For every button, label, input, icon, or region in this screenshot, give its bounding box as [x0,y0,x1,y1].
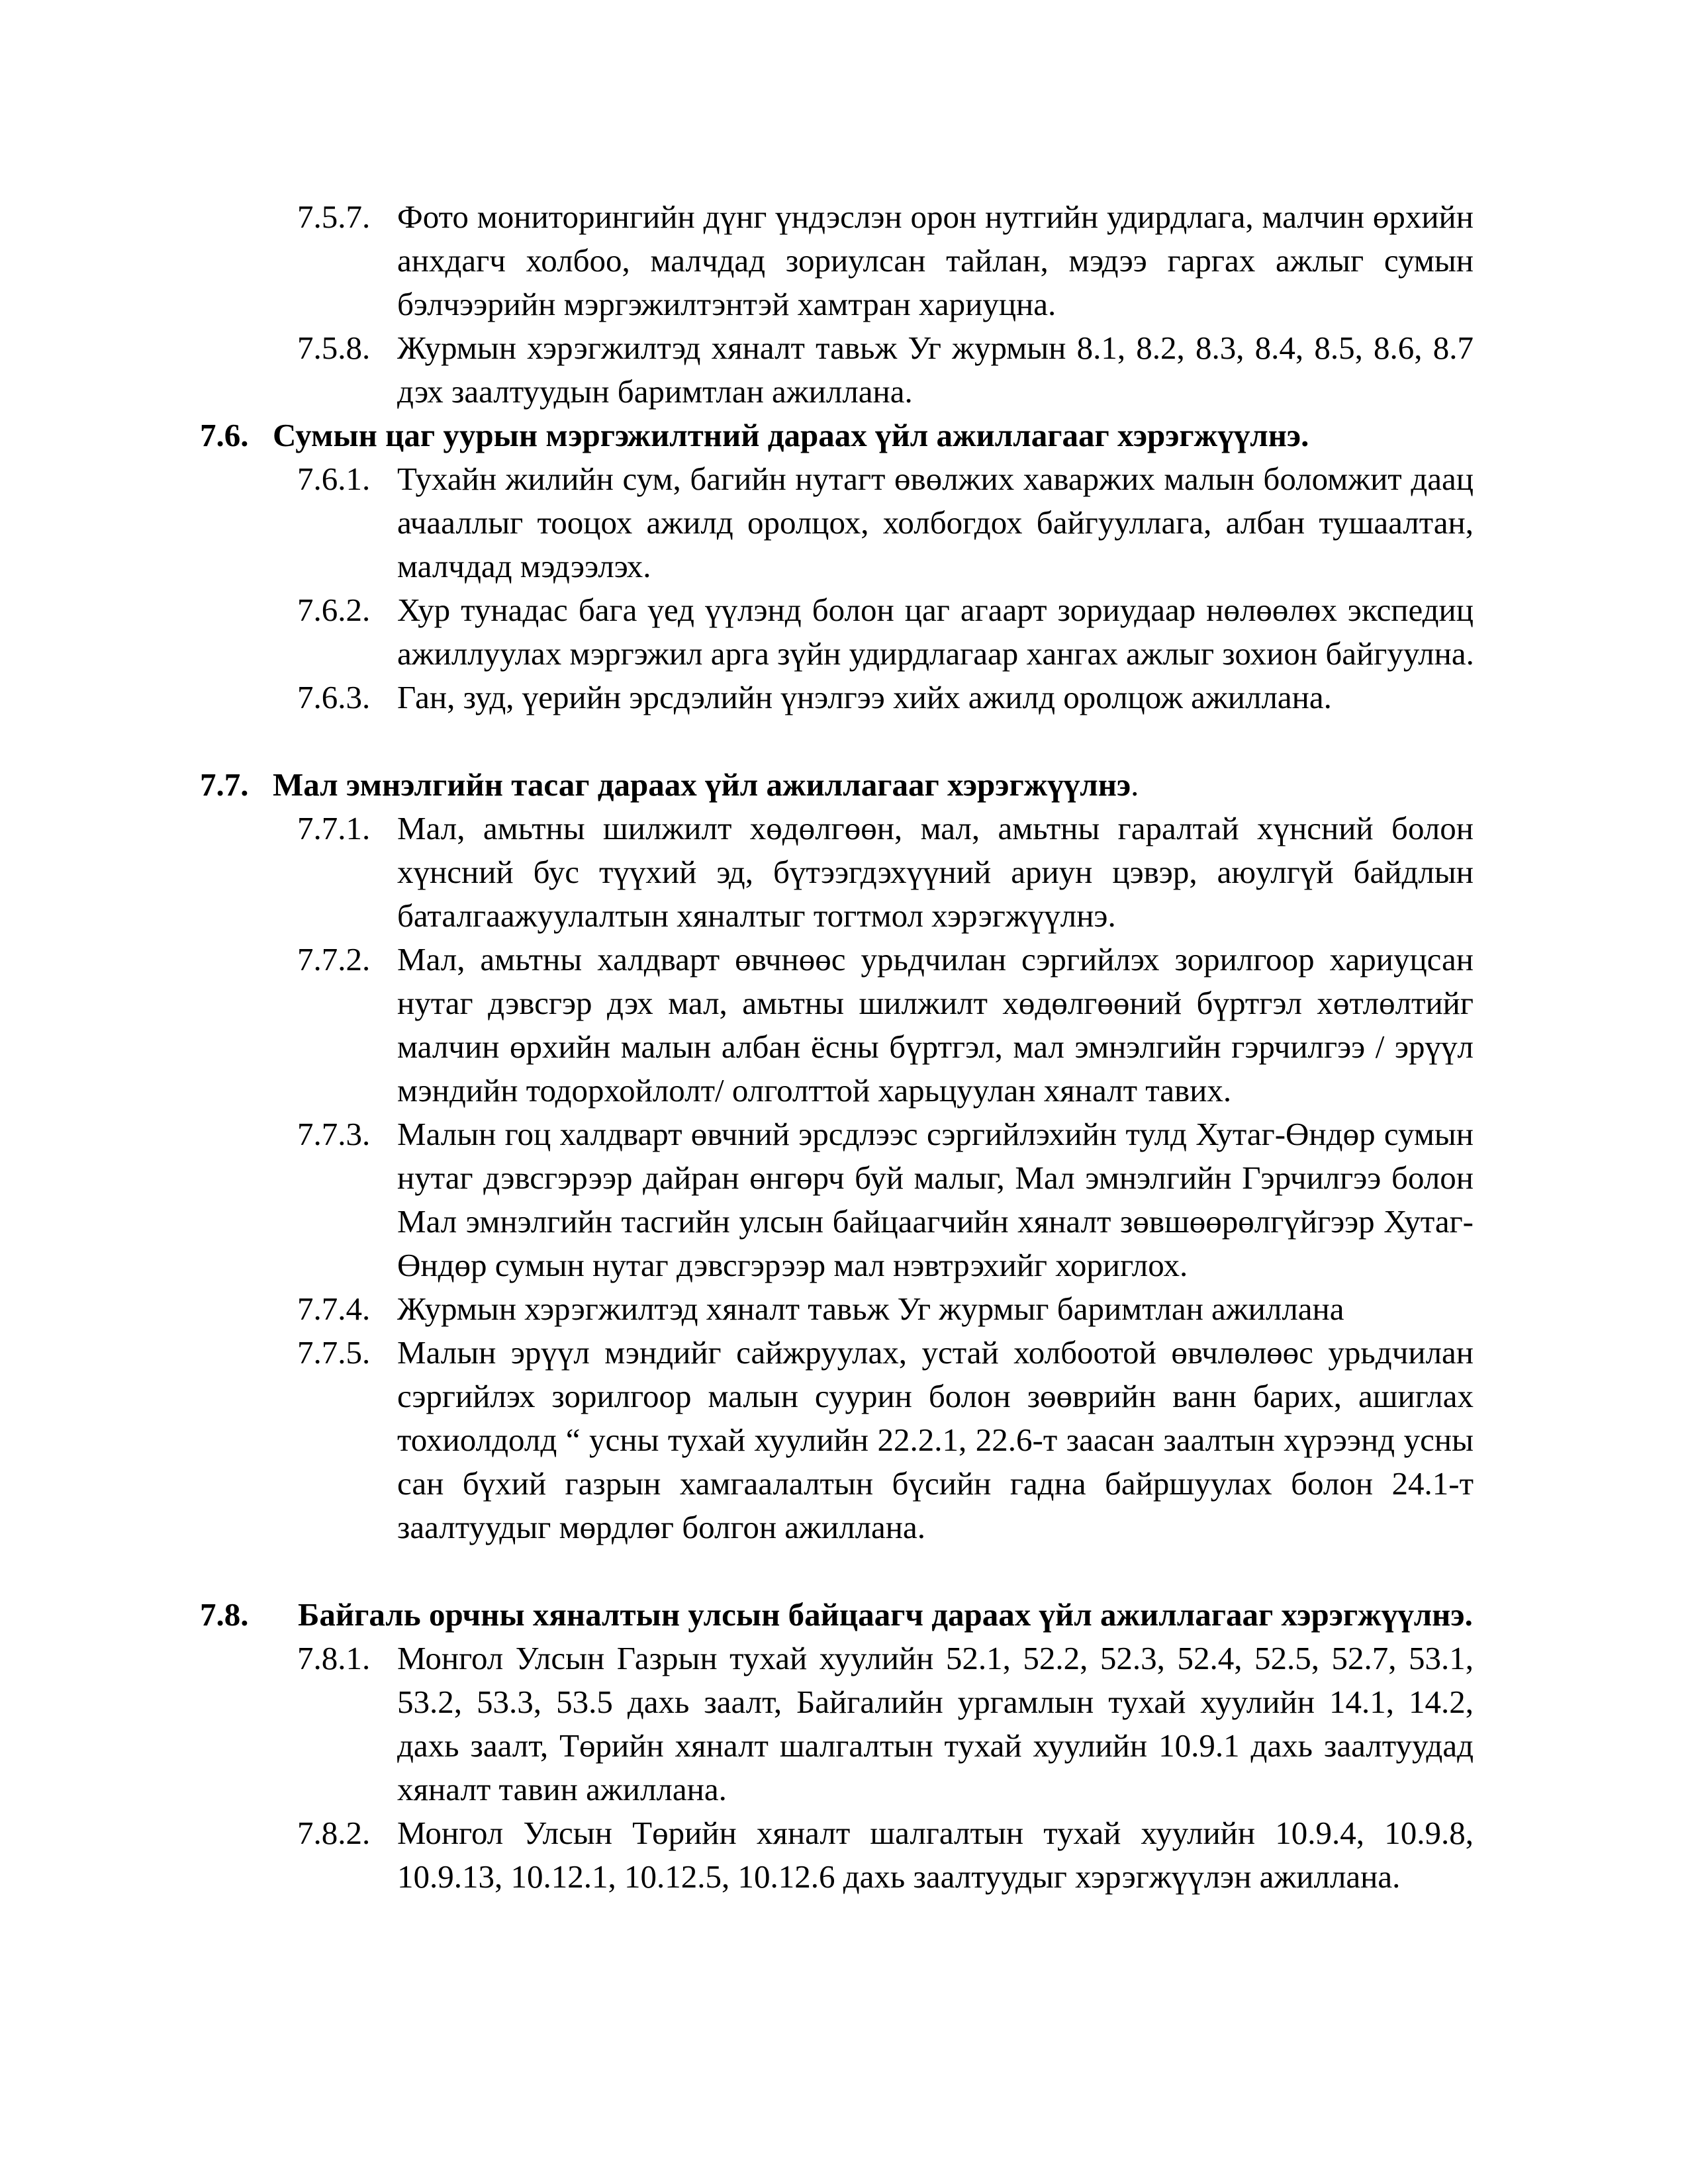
text-line [0,894,1688,938]
section-title [298,1593,1473,1637]
blank-line [0,1549,1688,1593]
item-text: Тухайн жилийн сум, багийн нутагт өвөлжих хаваржих малын боломжит даац [397,461,1474,497]
item-text: нутаг дэвсгэрээр дайран өнгөрч буй малыг, Мал эмнэлгийн Гэрчилгээ болон [397,1160,1474,1196]
item-text: анхдагч холбоо, малчдад зориулсан тайлан, мэдээ гаргах ажлыг сумын [397,242,1474,279]
item-text: ачааллыг тооцох ажилд оролцох, холбогдох байгууллага, албан тушаалтан, [397,504,1474,541]
text-line [0,632,1688,676]
list-item [0,1811,1688,1899]
item-text: тохиолдолд “ усны тухай хуулийн 22.2.1, 22.6-т заасан заалтын хүрээнд усны [397,1422,1474,1458]
list-item [0,807,1688,938]
text-line [0,1069,1688,1113]
item-text: Монгол Улсын Газрын тухай хуулийн 52.1, 52.2, 52.3, 52.4, 52.5, 52.7, 53.1, [397,1640,1474,1676]
section-title-text: Сумын цаг уурын мэргэжилтний дараах үйл ажиллагааг хэрэгжүүлнэ. [273,417,1309,453]
text-line [0,1156,1688,1200]
text-line [0,1287,1688,1331]
section-title [273,414,1309,457]
item-text: дэх заалтуудын баримтлан ажиллана. [397,373,913,410]
item-text: баталгаажуулалтын хяналтыг тогтмол хэрэгжүүлнэ. [397,897,1116,934]
list-item [0,676,1688,719]
item-text: Фото мониторингийн дүнг үндэслэн орон нутгийн удирдлага, малчин өрхийн [397,199,1474,235]
section-number: 7.8. [200,1596,249,1633]
list-item [0,457,1688,588]
section-heading [0,763,1688,807]
item-number: 7.6.1. [297,461,371,497]
text-line [0,1375,1688,1418]
item-text: Малын гоц халдварт өвчний эрсдлээс сэргийлэхийн тулд Хутаг-Өндөр сумын [397,1116,1474,1152]
item-text: Мал, амьтны халдварт өвчнөөс урьдчилан сэргийлэх зорилгоор хариуцсан [397,941,1474,978]
text-line [0,1680,1688,1724]
section [0,195,1688,414]
list-item [0,1287,1688,1331]
item-text: ажиллуулах мэргэжил арга зүйн удирдлагаар хангах ажлыг зохион байгуулна. [397,635,1474,672]
text-line [0,981,1688,1025]
item-text: Журмын хэрэгжилтэд хяналт тавьж Уг журмын 8.1, 8.2, 8.3, 8.4, 8.5, 8.6, 8.7 [397,330,1474,366]
item-number: 7.7.2. [297,941,371,978]
text-line [0,457,1688,501]
blank-line [0,719,1688,763]
item-number: 7.7.4. [297,1291,371,1327]
item-number: 7.7.5. [297,1334,371,1371]
item-text: Малын эрүүл мэндийг сайжруулах, устай холбоотой өвчлөлөөс урьдчилан [397,1334,1474,1371]
text-line [0,1506,1688,1549]
item-text: Журмын хэрэгжилтэд хяналт тавьж Уг журмыг баримтлан ажиллана [397,1291,1344,1327]
item-text: дахь заалт, Төрийн хяналт шалгалтын тухай хуулийн 10.9.1 дахь заалтуудад [397,1727,1474,1764]
item-text: 53.2, 53.3, 53.5 дахь заалт, Байгалийн ургамлын тухай хуулийн 14.1, 14.2, [397,1684,1474,1720]
item-number: 7.7.3. [297,1116,371,1152]
item-text: Мал, амьтны шилжилт хөдөлгөөн, мал, амьтны гаралтай хүнсний болон [397,810,1474,846]
item-text: 10.9.13, 10.12.1, 10.12.5, 10.12.6 дахь заалтуудыг хэрэгжүүлэн ажиллана. [397,1858,1401,1895]
item-text: Ган, зуд, үерийн эрсдэлийн үнэлгээ хийх ажилд оролцож ажиллана. [397,679,1332,715]
item-text: мэндийн тодорхойлолт/ олголттой харьцуулан хяналт тавих. [397,1072,1232,1109]
text-line [0,938,1688,981]
list-item [0,195,1688,326]
section-title [273,763,1139,807]
list-item [0,1331,1688,1549]
item-text: Өндөр сумын нутаг дэвсгэрээр мал нэвтрэхийг хориглох. [397,1247,1188,1283]
item-number: 7.5.7. [297,199,371,235]
item-text: хүнсний бус түүхий эд, бүтээгдэхүүний ариун цэвэр, аюулгүй байдлын [397,854,1474,890]
section-heading [0,1593,1688,1637]
item-number: 7.7.1. [297,810,371,846]
list-item [0,326,1688,414]
text-line [0,1025,1688,1069]
text-line [0,850,1688,894]
text-line [0,1724,1688,1768]
item-text: малчин өрхийн малын албан ёсны бүртгэл, мал эмнэлгийн гэрчилгээ / эрүүл [397,1028,1474,1065]
text-line [0,283,1688,326]
item-number: 7.5.8. [297,330,371,366]
text-line [0,1855,1688,1899]
text-line [0,1811,1688,1855]
item-text: заалтуудыг мөрдлөг болгон ажиллана. [397,1509,925,1545]
item-text: сан бүхий газрын хамгаалалтын бүсийн гадна байршуулах болон 24.1-т [397,1465,1474,1502]
section-title-text: Мал эмнэлгийн тасаг дараах үйл ажиллагааг хэрэгжүүлнэ [273,766,1131,803]
section [0,763,1688,1549]
text-line [0,1113,1688,1156]
text-line [0,1244,1688,1287]
item-number: 7.8.1. [297,1640,371,1676]
text-line [0,1637,1688,1680]
list-item [0,938,1688,1113]
item-text: бэлчээрийн мэргэжилтэнтэй хамтран хариуцна. [397,286,1056,322]
section-title-text: Байгаль орчны хяналтын улсын байцаагч дараах үйл ажиллагааг хэрэгжүүлнэ. [298,1596,1473,1633]
text-line [0,501,1688,545]
text-line [0,676,1688,719]
text-line [0,1768,1688,1811]
section [0,414,1688,719]
text-line [0,370,1688,414]
document-body [0,195,1688,1899]
section-number: 7.7. [200,766,249,803]
list-item [0,588,1688,676]
item-number: 7.6.3. [297,679,371,715]
item-number: 7.6.2. [297,592,371,628]
text-line [0,1462,1688,1506]
item-text: хяналт тавин ажиллана. [397,1771,727,1807]
text-line [0,1200,1688,1244]
item-text: Мал эмнэлгийн тасгийн улсын байцаагчийн хяналт зөвшөөрөлгүйгээр Хутаг- [397,1203,1474,1240]
list-item [0,1637,1688,1811]
section-number: 7.6. [200,417,249,453]
item-text: сэргийлэх зорилгоор малын суурин болон зөөврийн ванн барих, ашиглах [397,1378,1474,1414]
text-line [0,545,1688,588]
item-number: 7.8.2. [297,1815,371,1851]
section-title-suffix: . [1131,766,1139,803]
text-line [0,326,1688,370]
item-text: Хур тунадас бага үед үүлэнд болон цаг агаарт зориудаар нөлөөлөх экспедиц [397,592,1474,628]
section-heading [0,414,1688,457]
list-item [0,1113,1688,1287]
item-text: нутаг дэвсгэр дэх мал, амьтны шилжилт хөдөлгөөний бүртгэл хөтлөлтийг [397,985,1474,1021]
text-line [0,1418,1688,1462]
item-text: Монгол Улсын Төрийн хяналт шалгалтын тухай хуулийн 10.9.4, 10.9.8, [397,1815,1474,1851]
section [0,1593,1688,1899]
text-line [0,239,1688,283]
text-line [0,588,1688,632]
text-line [0,1331,1688,1375]
text-line [0,195,1688,239]
item-text: малчдад мэдээлэх. [397,548,651,584]
text-line [0,807,1688,850]
